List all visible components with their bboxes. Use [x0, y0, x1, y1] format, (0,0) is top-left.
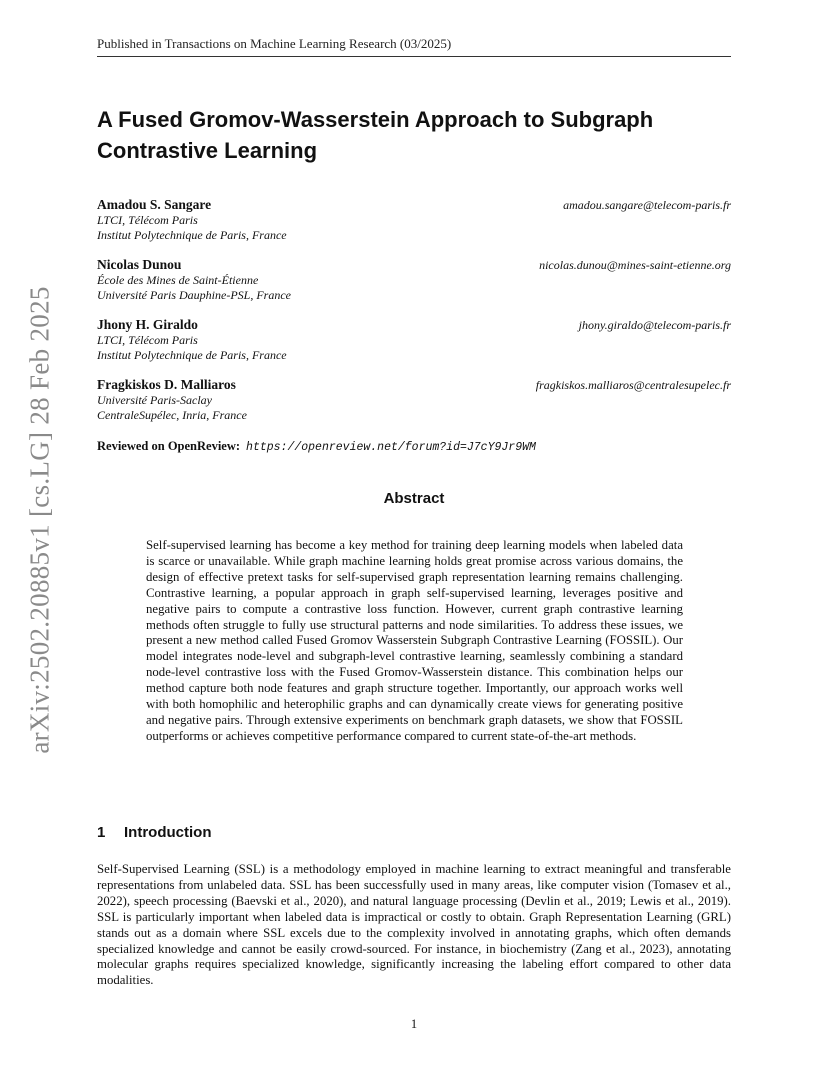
page-number: 1 — [410, 1017, 418, 1031]
arxiv-stamp: arXiv:2502.20885v1 [cs.LG] 28 Feb 2025 — [24, 286, 55, 754]
abstract-text: Self-supervised learning has become a key method for training deep learning models when labeled data is scarce or unavailable. While graph machine learning holds great promise across various domains, the design of effective pretext tasks for self-supervised graph representation learning remains challenging. Contrastive learning, a popular approach in graph self-supervised learning, leverages positive and negative pairs to compute a contrastive loss function. However, current graph contrastive learning methods often struggle to fully use structural patterns and node similarities. To address these issues, we present a new method called Fused Gromov Wasserstein Subgraph Contrastive Learning (FOSSIL). Our model integrates node-level and subgraph-level contrastive learning, seamlessly combining a standard node-level contrastive loss with the Fused Gromov-Wasserstein distance. This combination helps our method capture both node features and graph structure together. Importantly, our approach works well with both homophilic and heterophilic graphs and can dynamically create views for generating positive and negative pairs. Through extensive experiments on benchmark graph datasets, we show that FOSSIL outperforms or achieves competitive performance compared to current state-of-the-art methods. — [146, 538, 683, 743]
author-block — [97, 317, 731, 363]
author-affiliation: LTCI, Télécom Paris — [97, 213, 198, 227]
introduction-text: Self-Supervised Learning (SSL) is a methodology employed in machine learning to extract meaningful and transferable representations from unlabeled data. SSL has been successfully used in many areas, like computer vision (Tomasev et al., 2022), speech processing (Baevski et al., 2020), and natural language processing (Devlin et al., 2019; Lewis et al., 2019). SSL is particularly important when labeled data is impractical or costly to obtain. Graph Representation Learning (GRL) stands out as a domain where SSL excels due to the complexity involved in annotating graphs, which often demands specialized knowledge and cannot be easily crowd-sourced. For instance, in biochemistry (Zang et al., 2023), annotating molecular graphs requires specialized knowledge, significantly increasing the labeling effort compared to other data modalities. — [97, 862, 731, 988]
author-block — [97, 197, 731, 243]
openreview-label: Reviewed on OpenReview: — [97, 439, 241, 453]
author-affiliation: Université Paris Dauphine-PSL, France — [97, 288, 291, 302]
author-affiliation: Institut Polytechnique de Paris, France — [97, 228, 287, 242]
author-name: Nicolas Dunou — [97, 257, 182, 272]
section-heading — [97, 824, 211, 842]
author-affiliation: Université Paris-Saclay — [97, 393, 212, 407]
abstract-heading: Abstract — [383, 490, 445, 507]
author-block — [97, 377, 731, 423]
author-name: Jhony H. Giraldo — [97, 317, 198, 332]
author-name: Amadou S. Sangare — [97, 197, 212, 212]
openreview-link[interactable]: https://openreview.net/forum?id=J7cY9Jr9WM — [246, 441, 536, 454]
paper-title: A Fused Gromov-Wasserstein Approach to Subgraph Contrastive Learning — [97, 107, 654, 163]
author-block — [97, 257, 731, 303]
author-email: jhony.giraldo@telecom-paris.fr — [578, 318, 731, 332]
section-title: Introduction — [124, 824, 212, 841]
section-number: 1 — [97, 824, 106, 841]
author-name: Fragkiskos D. Malliaros — [97, 377, 236, 392]
author-email: fragkiskos.malliaros@centralesupelec.fr — [535, 378, 731, 392]
openreview-line — [97, 438, 731, 456]
running-header: Published in Transactions on Machine Learning Research (03/2025) — [97, 36, 731, 57]
author-affiliation: École des Mines de Saint-Étienne — [97, 273, 259, 287]
author-affiliation: Institut Polytechnique de Paris, France — [97, 348, 287, 362]
author-email: amadou.sangare@telecom-paris.fr — [563, 198, 731, 212]
author-affiliation: CentraleSupélec, Inria, France — [97, 408, 247, 422]
author-email: nicolas.dunou@mines-saint-etienne.org — [539, 258, 731, 272]
author-affiliation: LTCI, Télécom Paris — [97, 333, 198, 347]
